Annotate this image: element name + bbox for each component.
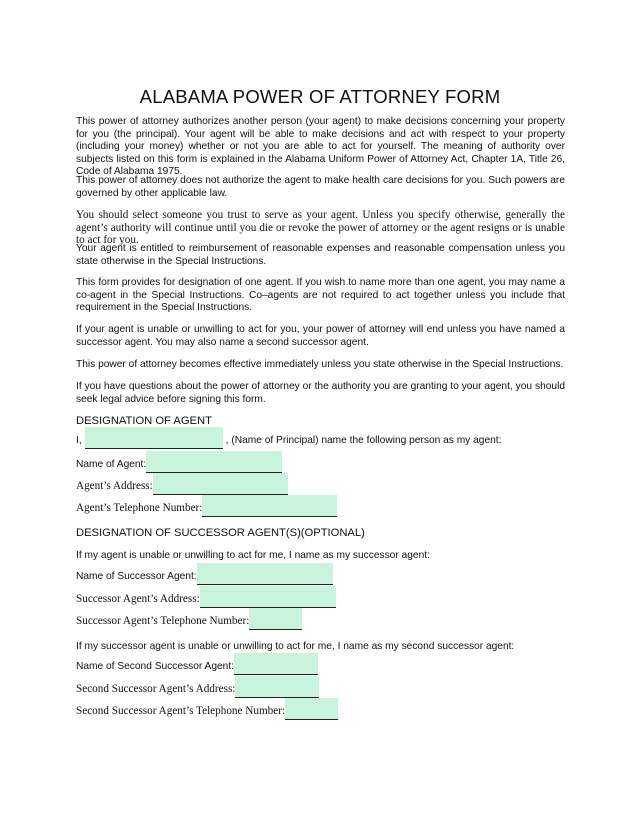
agent-address-field[interactable] xyxy=(153,473,288,495)
agent-name-label: Name of Agent: xyxy=(76,459,147,470)
principal-line xyxy=(76,427,501,449)
second-successor-address-field[interactable] xyxy=(235,676,319,698)
second-successor-phone-field[interactable] xyxy=(285,698,338,720)
trust-paragraph: You should select someone you trust to serve as your agent. Unless you specify otherwise, generally the agent’s authority will continue until you die or revoke the power of attorney or the agent resigns or is unable to act for you. xyxy=(76,209,565,246)
successor-name-line xyxy=(76,563,333,585)
successor-phone-label: Successor Agent’s Telephone Number: xyxy=(76,615,250,627)
legal-advice-paragraph: If you have questions about the power of attorney or the authority you are granting to your agent, you should seek legal advice before signing this form. xyxy=(76,381,565,405)
second-successor-intro: If my successor agent is unable or unwilling to act for me, I name as my second successor agent: xyxy=(76,641,515,652)
agent-phone-label: Agent’s Telephone Number: xyxy=(76,502,203,514)
effective-paragraph: This power of attorney becomes effective immediately unless you state otherwise in the Special Instructions. xyxy=(76,359,564,370)
successor-name-field[interactable] xyxy=(197,563,333,585)
successor-info-paragraph: If your agent is unable or unwilling to act for you, your power of attorney will end unless you have named a successor agent. You may also name a second successor agent. xyxy=(76,324,565,348)
successor-address-label: Successor Agent’s Address: xyxy=(76,593,200,605)
successor-intro: If my agent is unable or unwilling to act for me, I name as my successor agent: xyxy=(76,550,430,561)
successor-address-line xyxy=(76,586,336,608)
co-agent-paragraph: This form provides for designation of one agent. If you wish to name more than one agent, you may name a co-agent in the Special Instructions. Co–agents are not required to act together unless you include that requirement in the Special Instructions. xyxy=(76,277,565,313)
second-successor-name-field[interactable] xyxy=(234,653,318,675)
second-successor-phone-line xyxy=(76,698,338,720)
principal-prefix: I, xyxy=(76,435,82,446)
principal-name-field[interactable] xyxy=(85,427,223,449)
agent-phone-field[interactable] xyxy=(202,495,337,517)
second-successor-name-line xyxy=(76,653,318,675)
page-title: ALABAMA POWER OF ATTORNEY FORM xyxy=(139,86,501,107)
successor-heading: DESIGNATION OF SUCCESSOR AGENT(S)(OPTIONAL) xyxy=(76,527,365,539)
successor-phone-line xyxy=(76,608,302,630)
agent-address-line xyxy=(76,473,288,495)
reimbursement-paragraph: Your agent is entitled to reimbursement of reasonable expenses and reasonable compensation unless you state otherwise in the Special Instructions. xyxy=(76,243,565,267)
successor-address-field[interactable] xyxy=(200,586,336,608)
agent-name-field[interactable] xyxy=(146,451,282,473)
intro-paragraph: This power of attorney authorizes another person (your agent) to make decisions concerning your property for you (the principal). Your agent will be able to make decisions and act with respect to your property (including your money) whether or not you are able to act for yourself. The meaning of authority over subjects listed on this form is explained in the Alabama Uniform Power of Attorney Act, Chapter 1A, Title 26, Code of Alabama 1975. xyxy=(76,116,565,177)
agent-phone-line xyxy=(76,495,337,517)
second-successor-phone-label: Second Successor Agent’s Telephone Number: xyxy=(76,705,286,717)
second-successor-address-line xyxy=(76,676,319,698)
second-successor-name-label: Name of Second Successor Agent: xyxy=(76,661,234,672)
principal-suffix: , (Name of Principal) name the following person as my agent: xyxy=(225,435,502,446)
designation-heading: DESIGNATION OF AGENT xyxy=(76,415,212,427)
second-successor-address-label: Second Successor Agent’s Address: xyxy=(76,683,236,695)
agent-name-line xyxy=(76,451,282,473)
health-care-paragraph: This power of attorney does not authorize the agent to make health care decisions for you. Such powers are governed by other applicable law. xyxy=(76,175,565,199)
successor-phone-field[interactable] xyxy=(249,608,302,630)
agent-address-label: Agent’s Address: xyxy=(76,480,153,492)
successor-name-label: Name of Successor Agent: xyxy=(76,571,197,582)
